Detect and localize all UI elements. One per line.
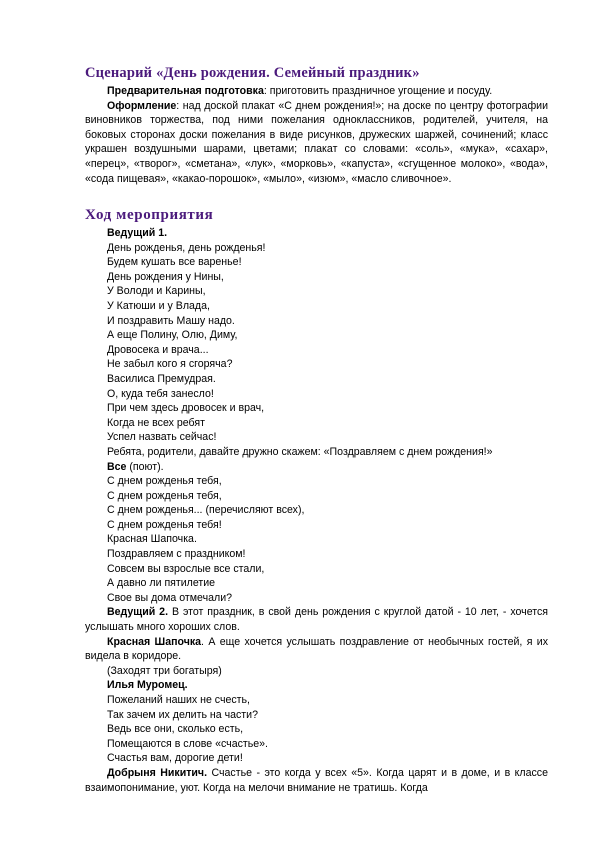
speaker-label: Красная Шапочка (107, 635, 202, 648)
decoration-paragraph (85, 99, 548, 187)
speech-text: . А еще хочется услышать поздравление от необычных гостей, я их видела в коридоре. (85, 635, 549, 663)
preparation-paragraph (85, 84, 548, 99)
preparation-text: : приготовить праздничное угощение и посуду. (263, 85, 493, 97)
verse-line: О, куда тебя занесло! (107, 387, 214, 400)
stage-direction: (поют). (126, 460, 164, 473)
verse-line: С днем рожденья тебя! (107, 518, 222, 531)
verse-line: День рожденья, день рожденья! (107, 241, 266, 254)
verse-line: А давно ли пятилетие (107, 577, 216, 590)
verse-line: Ведь все они, сколько есть, (107, 723, 244, 736)
verse-line: Свое вы дома отмечали? (107, 591, 232, 604)
page-title: Сценарий «День рождения. Семейный праздник» (85, 65, 420, 81)
verse-line: Поздравляем с праздником! (107, 548, 246, 561)
verse-line: Ребята, родители, давайте дружно скажем: «Поздравляем с днем рождения!» (107, 445, 493, 458)
speech-text: В этот праздник, в свой день рождения с круглой датой - 10 лет, - хочется услышать много хороших слов. (85, 606, 549, 634)
speaker-label: Ведущий 2. (107, 606, 169, 619)
speech-text: Счастье - это когда у всех «5». Когда царят и в доме, и в классе взаимопонимание, уют. Когда на мелочи внимание не тратишь. Когда (85, 766, 548, 794)
host1-verse (85, 241, 548, 460)
verse-line: Так зачем их делить на части? (107, 708, 258, 721)
verse-line: Счастья вам, дорогие дети! (107, 752, 243, 765)
dobrynya-paragraph (85, 766, 548, 795)
verse-line: У Володи и Карины, (107, 285, 206, 298)
verse-line: И поздравить Машу надо. (107, 314, 235, 327)
verse-line: Будем кушать все варенье! (107, 256, 242, 269)
verse-line: С днем рожденья тебя, (107, 489, 222, 502)
stage-direction: (Заходят три богатыря) (107, 664, 222, 677)
speaker-label: Илья Муромец. (107, 679, 188, 692)
verse-line: Совсем вы взрослые все стали, (107, 562, 265, 575)
ilya-verse (85, 693, 548, 766)
song-verse (85, 474, 548, 605)
verse-line: День рождения у Нины, (107, 270, 224, 283)
verse-line: Дровосека и врача... (107, 343, 209, 356)
intro-section (85, 84, 548, 186)
decoration-text: : над доской плакат «С днем рождения!»; на доске по центру фотографии виновников торжества, под ними пожелания одноклассников, родителей, учителя, на боковых сторонах доски пожелания в виде рисунков, дружеских шаржей, сочинений; класс украшен воздушными шарами, цветами; плакат со словами: «соль», «мука», «сахар», «перец», «творог», «сметана», «лук», «морковь», «капуста», «сгущенное молоко», «вода», «сода пищевая», «какао-порошок», «мыло», «изюм», «масло сливочное». (85, 99, 548, 185)
preparation-label: Предварительная подготовка (107, 85, 264, 97)
speaker-label: Ведущий 1. (107, 227, 168, 239)
red-hood-paragraph (85, 635, 548, 664)
host2-paragraph (85, 605, 548, 634)
verse-line: Пожеланий наших не счесть, (107, 694, 250, 706)
verse-line: Когда не всех ребят (107, 416, 205, 429)
verse-line: А еще Полину, Олю, Диму, (107, 329, 238, 342)
decoration-label: Оформление (107, 99, 177, 112)
verse-line: У Катюши и у Влада, (107, 299, 210, 312)
section-heading: Ход мероприятия (85, 207, 214, 223)
verse-line: Успел назвать сейчас! (107, 431, 217, 444)
speaker-label: Добрыня Никитич. (107, 766, 208, 779)
verse-line: Не забыл кого я сгоряча? (107, 358, 233, 371)
speaker-label: Все (107, 460, 127, 473)
all-cue (85, 460, 548, 475)
verse-line: При чем здесь дровосек и врач, (107, 402, 265, 415)
verse-line: С днем рожденья тебя, (107, 475, 222, 488)
verse-line: С днем рожденья... (перечисляют всех), (107, 504, 305, 517)
verse-line: Красная Шапочка. (107, 533, 197, 546)
verse-line: Помещаются в слове «счастье». (107, 737, 268, 750)
verse-line: Василиса Премудрая. (107, 372, 216, 385)
script-body (85, 226, 548, 795)
